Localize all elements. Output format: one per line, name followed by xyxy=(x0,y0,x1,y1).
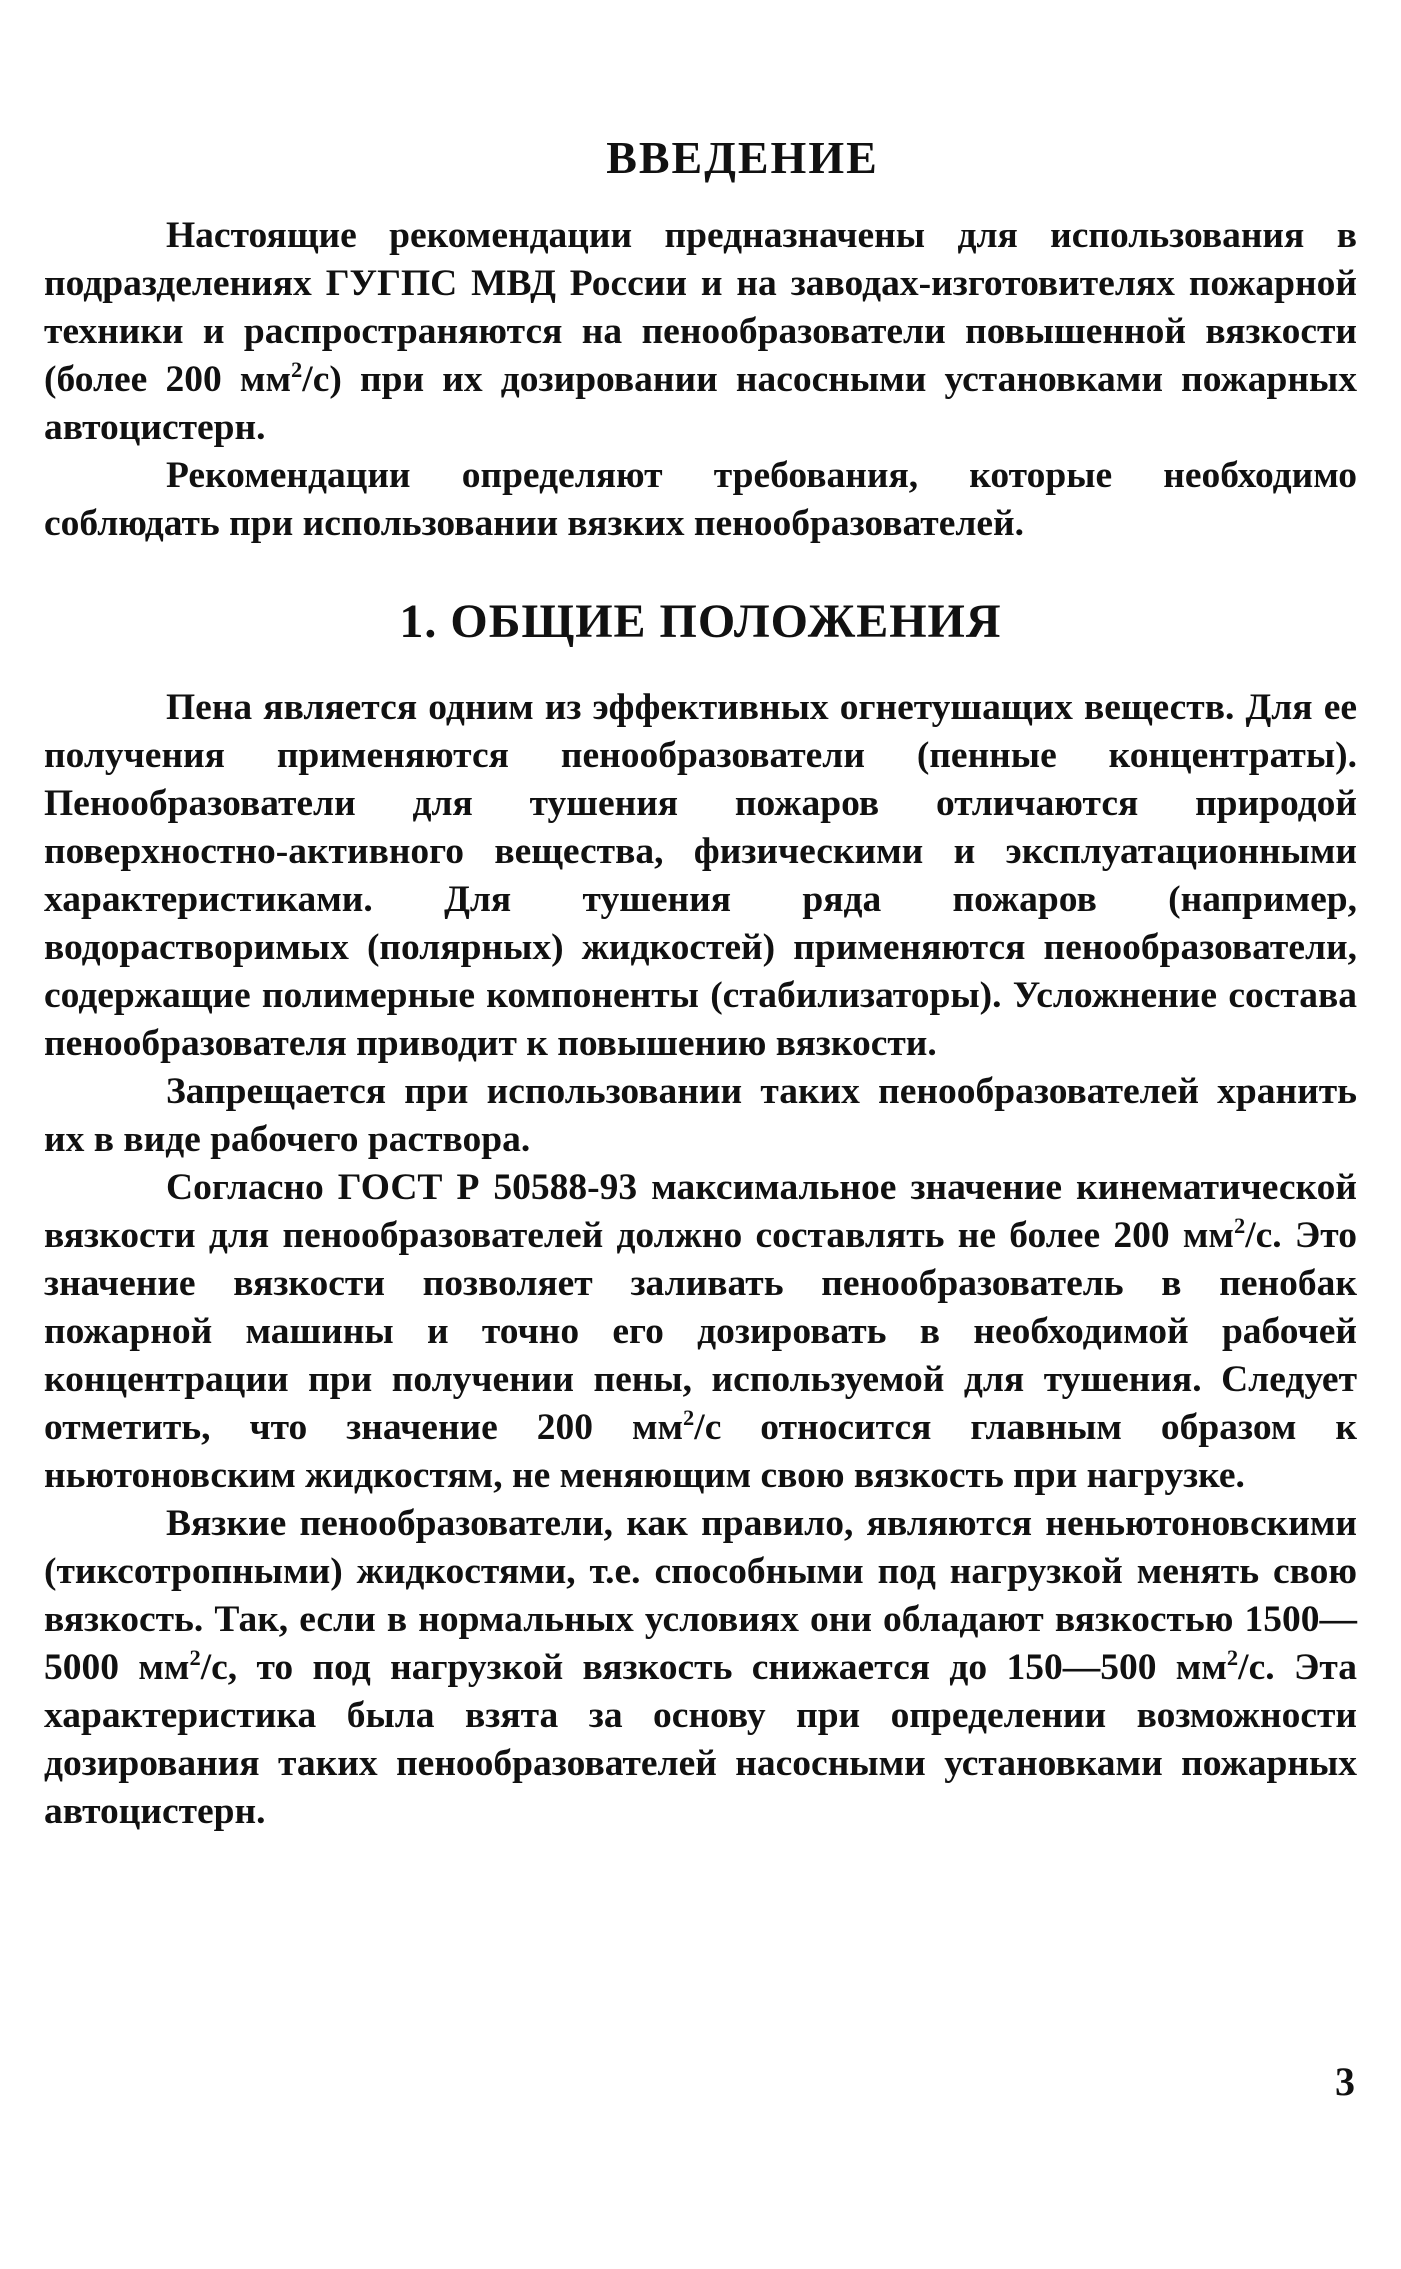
intro-paragraph-2: Рекомендации определяют требования, которые необходимо соблюдать при использовании вязких пенообразователей. xyxy=(44,455,1357,544)
intro-paragraph-1: Настоящие рекомендации предназначены для использования в подразделениях ГУГПС МВД России и на заводах-изготовителях пожарной техники и распространяются на пенообразователи повышенной вязкости (более 200 $мм^2/с$) при их дозировании насосными установками пожарных автоцистерн. xyxy=(44,215,1357,448)
section-1-paragraph-2: Запрещается при использовании таких пенообразователей хранить их в виде рабочего раствора. xyxy=(44,1071,1357,1160)
intro-title: ВВЕДЕНИЕ xyxy=(606,132,879,183)
page-number: 3 xyxy=(1335,2059,1355,2104)
section-1-paragraph-3: Согласно ГОСТ Р 50588-93 максимальное значение кинематической вязкости для пенообразователей должно составлять не более 200 $мм^2/с$. Это значение вязкости позволяет заливать пенообразователь в пенобак пожарной машины и точно его дозировать в необходимой рабочей концентрации при получении пены, используемой для тушения. Следует отметить, что значение 200 $мм^2/с$ относится главным образом к ньютоновским жидкостям, не меняющим свою вязкость при нагрузке. xyxy=(44,1167,1357,1496)
section-1-paragraph-4: Вязкие пенообразователи, как правило, являются неньютоновскими (тиксотропными) жидкостями, т.е. способными под нагрузкой менять свою вязкость. Так, если в нормальных условиях они обладают вязкостью 1500—5000 $мм^2/с$, то под нагрузкой вязкость снижается до 150—500 $мм^2/с$. Эта характеристика была взята за основу при определении возможности дозирования таких пенообразователей насосными установками пожарных автоцистерн. xyxy=(44,1503,1358,1832)
section-1-title: 1. ОБЩИЕ ПОЛОЖЕНИЯ xyxy=(399,595,1002,648)
document-page xyxy=(44,128,1357,1836)
section-1-paragraph-1: Пена является одним из эффективных огнетушащих веществ. Для ее получения применяются пенообразователи (пенные концентраты). Пенообразователи для тушения пожаров отличаются природой поверхностно-активного вещества, физическими и эксплуатационными характеристиками. Для тушения ряда пожаров (например, водорастворимых (полярных) жидкостей) применяются пенообразователи, содержащие полимерные компоненты (стабилизаторы). Усложнение состава пенообразователя приводит к повышению вязкости. xyxy=(44,687,1357,1064)
